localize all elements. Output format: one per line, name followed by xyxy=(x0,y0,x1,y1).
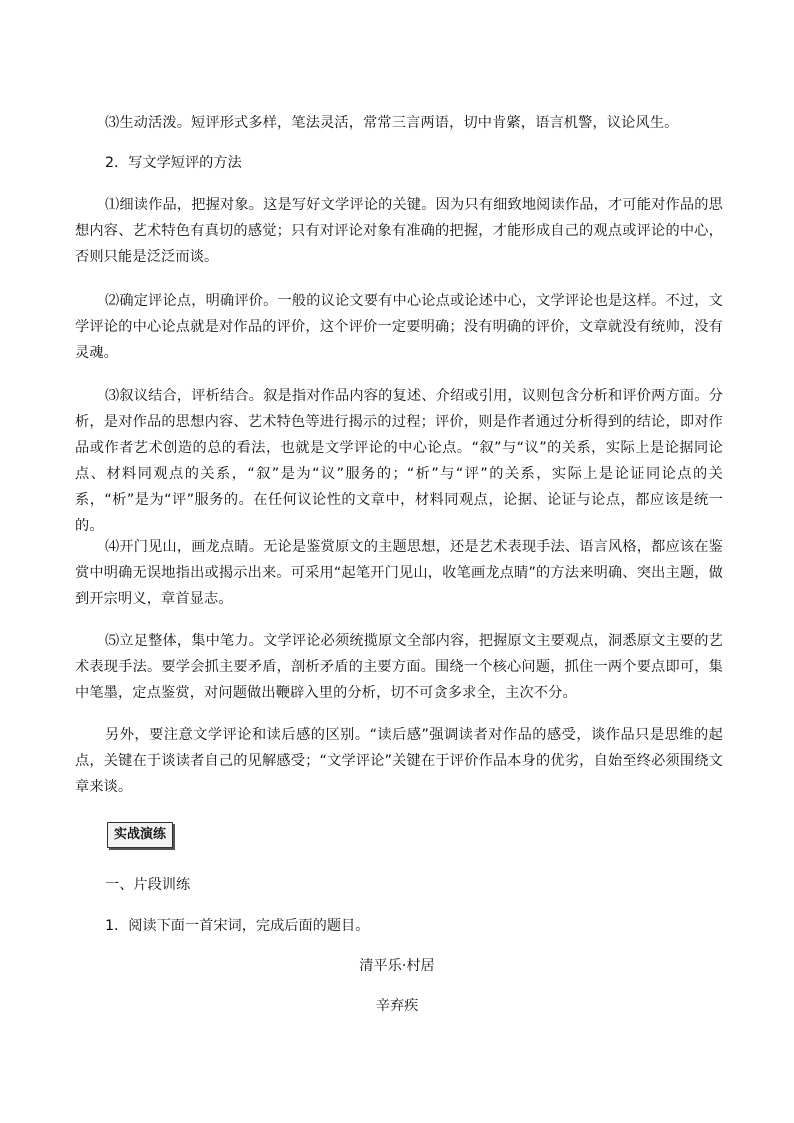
question-prompt: 1．阅读下面一首宋词，完成后面的题目。 xyxy=(105,918,370,934)
poem-author: 辛弃疾 xyxy=(375,998,419,1014)
paragraph-method-3: ⑶叙议结合，评析结合。叙是指对作品内容的复述、介绍或引用，议则包含分析和评价两方面。分析，是对作品的思想内容、艺术特色等进行揭示的过程；评价，则是作者通过分析得到的结论，即对作品或作者艺术创造的总的看法，也就是文学评论的中心论点。“叙”与“议”的关系，实际上是论据同论点、材料同观点的关系，“叙”是为“议”服务的；“析”与“评”的关系，实际上是论证同论点的关系，“析”是为“评”服务的。在任何议论性的文章中，材料同观点，论据、论证与论点，都应该是统一的。 xyxy=(75,388,723,534)
paragraph-lively-style: ⑶生动活泼。短评形式多样，笔法灵活，常常三言两语，切中肯綮，语言机警，议论风生。 xyxy=(105,115,679,131)
paragraph-method-1: ⑴细读作品，把握对象。这是写好文学评论的关键。因为只有细致地阅读作品，才可能对作品的思想内容、艺术特色有真切的感觉；只有对评论对象有准确的把握，才能形成自己的观点或评论的中心，否则只能是泛泛而谈。 xyxy=(75,197,723,265)
paragraph-note: 另外，要注意文学评论和读后感的区别。“读后感”强调读者对作品的感受，谈作品只是思维的起点，关键在于谈读者自己的见解感受；“文学评论”关键在于评价作品本身的优劣，自始至终必须围绕文章来谈。 xyxy=(75,727,723,795)
methods-heading: 2．写文学短评的方法 xyxy=(105,155,242,171)
paragraph-method-4: ⑷开门见山，画龙点睛。无论是鉴赏原文的主题思想，还是艺术表现手法、语言风格，都应该在鉴赏中明确无误地指出或揭示出来。可采用“起笔开门见山，收笔画龙点睛”的方法来明确、突出主题，做到开宗明义，章首显志。 xyxy=(75,539,723,607)
section-heading-fragment-training: 一、片段训练 xyxy=(105,877,191,893)
paragraph-method-5: ⑸立足整体，集中笔力。文学评论必须统揽原文全部内容，把握原文主要观点，洞悉原文主要的艺术表现手法。要学会抓主要矛盾，剖析矛盾的主要方面。围绕一个核心问题，抓住一两个要点即可，集中笔墨，定点鉴赏，对问题做出鞭辟入里的分析，切不可贪多求全，主次不分。 xyxy=(75,633,723,701)
practice-badge: 实战演练 xyxy=(107,822,173,848)
paragraph-method-2: ⑵确定评论点，明确评价。一般的议论文要有中心论点或论述中心，文学评论也是这样。不过，文学评论的中心论点就是对作品的评价，这个评价一定要明确；没有明确的评价，文章就没有统帅，没有灵魂。 xyxy=(75,293,723,361)
poem-title: 清平乐·村居 xyxy=(359,958,435,974)
